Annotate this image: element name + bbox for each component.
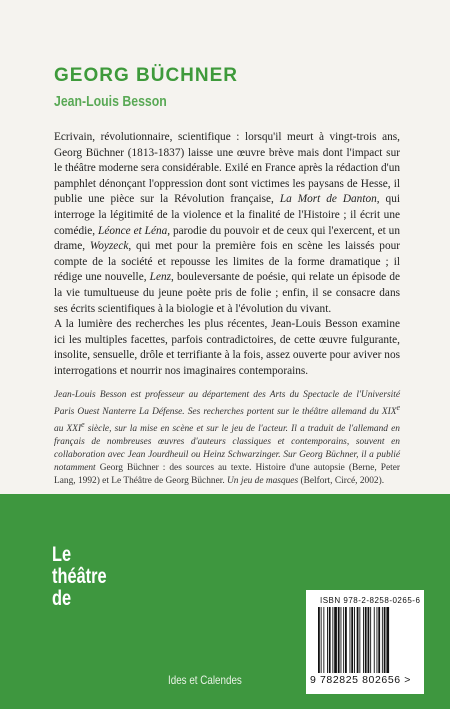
barcode-stripe xyxy=(343,607,344,673)
barcode-stripe xyxy=(378,607,380,673)
barcode-stripe xyxy=(377,607,378,673)
author-bio xyxy=(54,389,400,488)
bio-text: Jean-Louis Besson est professeur au département des Arts du Spectacle de l'Université Paris Ouest Nanterre La Défense. Ses recherches portent sur le théâtre allemand du XIX xyxy=(54,390,400,418)
work-title: Lenz xyxy=(149,271,172,284)
summary-text: Ecrivain, révolutionnaire, scientifique : lorsqu'il meurt à vingt-trois ans, Georg Büchner (1813-1837) laisse une œuvre brève mais dont l'impact sur le théâtre moderne sera considérable. Exilé en France après la rédaction d'un pamphlet dénonçant l'oppression dont sont victimes les paysans de Hesse, il publie une pièce sur la Révolution française, xyxy=(54,131,400,206)
barcode-stripe xyxy=(374,607,375,673)
barcode-stripe xyxy=(370,607,371,673)
summary-text: , parodie du pouvoir et de ceux qui l'exercent, et un drame, xyxy=(54,224,400,253)
series-logo-line: de xyxy=(52,587,72,610)
summary-text: , qui met pour la première fois en scène les laissés pour compte de la société et repousse les limites de la forme dramatique ; il rédige une nouvelle, xyxy=(54,240,400,284)
work-title: Woyzeck xyxy=(89,240,129,253)
book-author: Jean-Louis Besson xyxy=(54,93,167,110)
barcode-stripe xyxy=(363,607,364,673)
barcode-digits: 9 782825 802656 > xyxy=(310,674,411,686)
barcode-stripe xyxy=(338,607,340,673)
summary-text: , qui interroge la légitimité de la violence et la finalité de l'Histoire ; il écrit une comédie, xyxy=(54,193,400,237)
barcode-stripe xyxy=(318,607,320,673)
barcode-stripe xyxy=(357,607,359,673)
barcode-stripe xyxy=(329,607,331,673)
series-logo-line: Le xyxy=(52,543,72,566)
bio-text: siècle, sur la mise en scène et sur le jeu de l'acteur. Il a traduit de l'allemand en français de nombreuses œuvres d'auteurs classiques et contemporains, souvent en collaboration avec Jean Jourdheuil ou Heinz Schwarzinger. Sur Georg Büchner, il a publié notamment xyxy=(54,424,400,473)
barcode-stripe xyxy=(382,607,383,673)
barcode-label xyxy=(306,590,424,694)
isbn-number: ISBN 978-2-8258-0265-6 xyxy=(320,596,421,605)
barcode-stripe xyxy=(345,607,347,673)
barcode-stripe xyxy=(368,607,370,673)
publisher-name: Ides et Calendes xyxy=(168,673,242,687)
barcode-stripe xyxy=(341,607,342,673)
bio-text: au XXI xyxy=(54,424,82,435)
barcode-stripe xyxy=(321,607,322,673)
book-title: GEORG BÜCHNER xyxy=(54,65,239,86)
bio-text: Georg Büchner : des sources au texte. Histoire d'une autopsie (Berne, Peter Lang, 1992) et Le Théâtre de Georg Büchner. xyxy=(54,462,400,486)
barcode-stripe xyxy=(354,607,355,673)
barcode-stripe xyxy=(351,607,353,673)
summary-paragraph-1 xyxy=(54,130,400,317)
work-title: La Mort de Danton xyxy=(279,193,377,206)
barcode-stripe xyxy=(323,607,324,673)
barcode-stripe xyxy=(327,607,328,673)
bio-superscript: e xyxy=(396,402,400,412)
bio-text: (Belfort, Circé, 2002). xyxy=(298,475,385,486)
barcode-stripe xyxy=(359,607,360,673)
summary-paragraph-2: A la lumière des recherches les plus récentes, Jean-Louis Besson examine ici les multiples facettes, parfois contradictoires, de cette œuvre fulgurante, insolite, sensuelle, drôle et terrifiante à la fois, assez ouverte pour aviver nos interrogations et nourrir nos imaginaires contemporains. xyxy=(54,318,400,377)
bio-superscript: e xyxy=(81,419,85,429)
bio-work-title: Un jeu de masques xyxy=(227,475,299,486)
barcode-stripe xyxy=(350,607,351,673)
series-logo-line: théâtre xyxy=(52,565,107,588)
barcode-stripe xyxy=(365,607,367,673)
barcode-icon xyxy=(318,607,414,673)
barcode-stripe xyxy=(332,607,333,673)
series-logo xyxy=(52,544,107,610)
book-summary xyxy=(54,130,400,380)
barcode-stripe xyxy=(334,607,337,673)
summary-text: , bouleversante de poésie, qui relate un épisode de la vie tumultueuse du jeune poète pris de folie ; enfin, il se consacre dans ses écrits scientifiques à la biologie et à l'évolution du vivant. xyxy=(54,271,400,315)
barcode-stripe xyxy=(384,607,386,673)
barcode-stripe xyxy=(386,607,389,673)
work-title: Léonce et Léna xyxy=(98,224,168,237)
